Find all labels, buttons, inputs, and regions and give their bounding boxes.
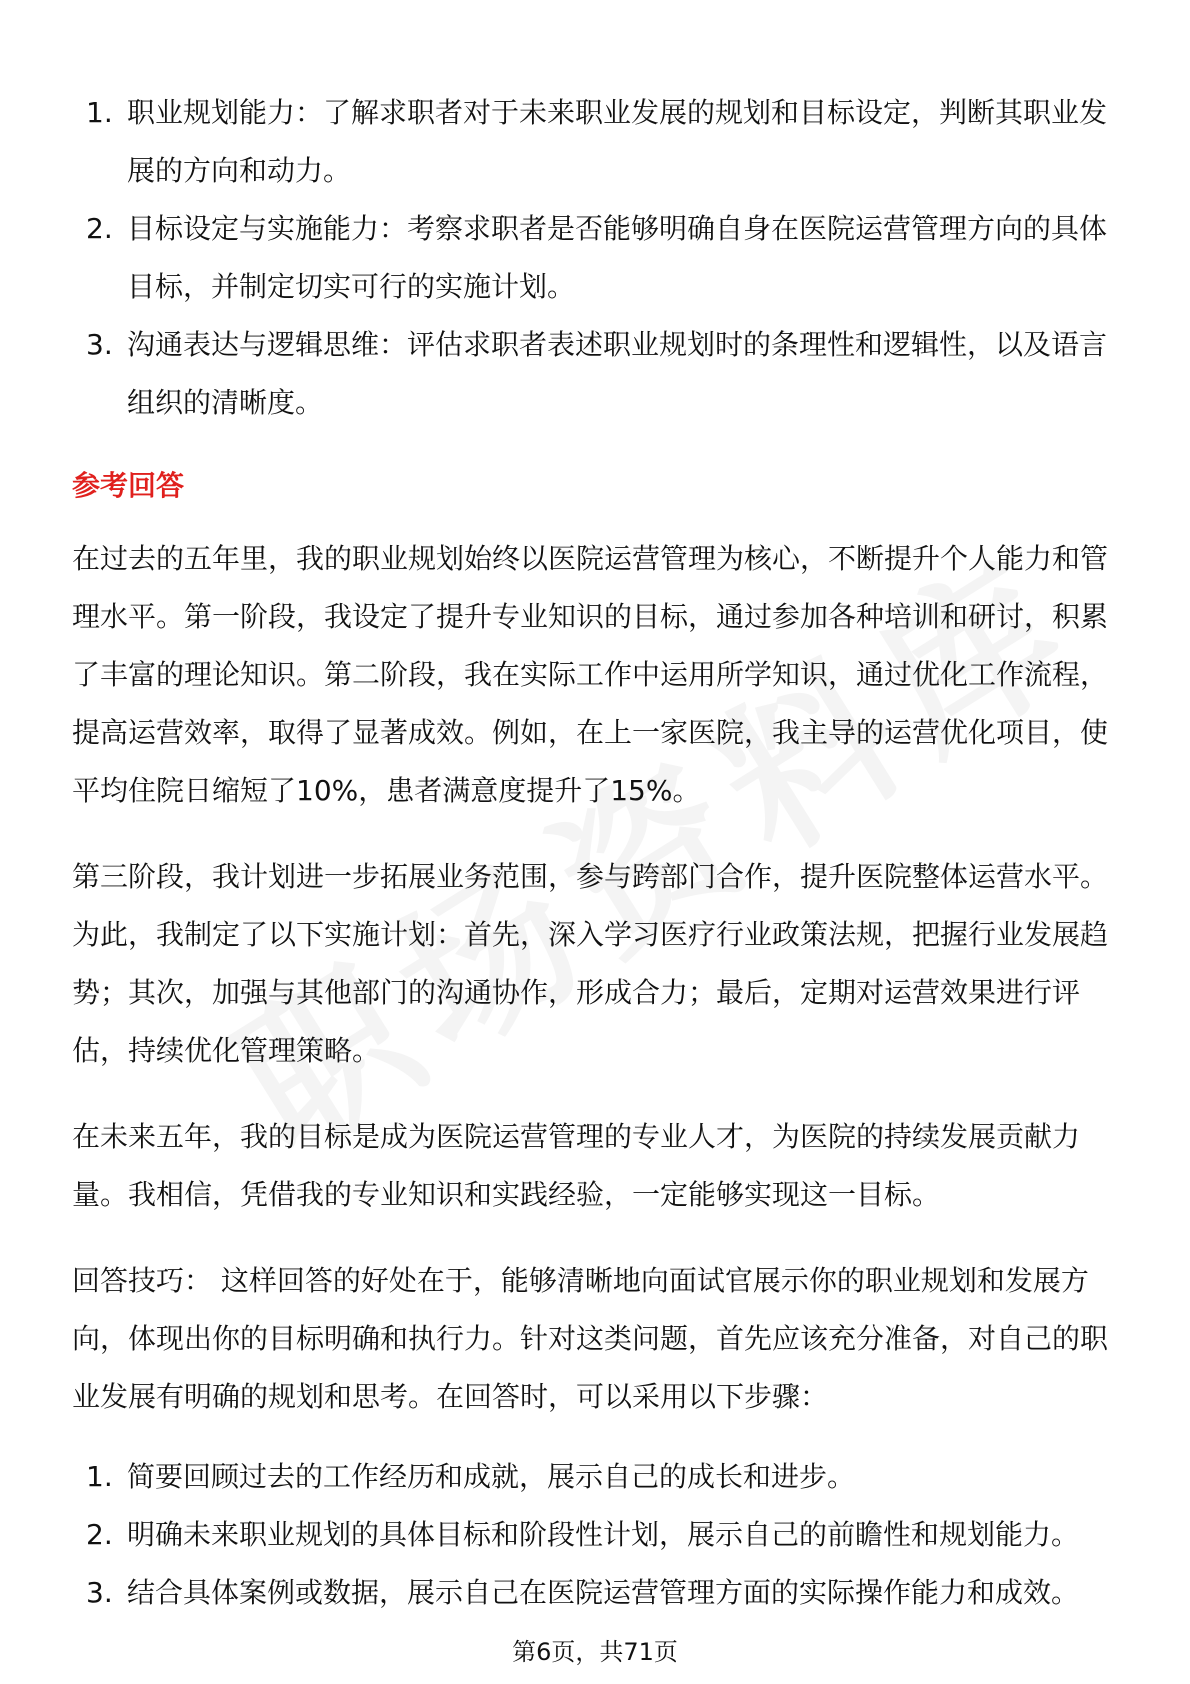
list-item — [72, 1506, 1122, 1564]
list-number: 3. — [86, 328, 113, 361]
list-number: 3. — [86, 1576, 113, 1609]
list-text: 目标设定与实施能力：考察求职者是否能够明确自身在医院运营管理方向的具体目标，并制定切实可行的实施计划。 — [127, 212, 1108, 303]
paragraph: 第三阶段，我计划进一步拓展业务范围，参与跨部门合作，提升医院整体运营水平。为此，我制定了以下实施计划：首先，深入学习医疗行业政策法规，把握行业发展趋势；其次，加强与其他部门的沟通协作，形成合力；最后，定期对运营效果进行评估，持续优化管理策略。 — [72, 860, 1109, 1067]
list-item — [72, 1448, 1122, 1506]
list-item — [72, 84, 1122, 200]
list-text: 简要回顾过去的工作经历和成就，展示自己的成长和进步。 — [127, 1460, 856, 1493]
page-content — [72, 84, 1122, 1622]
steps-list — [72, 1448, 1122, 1622]
list-text: 职业规划能力：了解求职者对于未来职业发展的规划和目标设定，判断其职业发展的方向和动力。 — [127, 96, 1108, 187]
list-item — [72, 316, 1122, 432]
list-number: 2. — [86, 212, 113, 245]
list-text: 沟通表达与逻辑思维：评估求职者表述职业规划时的条理性和逻辑性，以及语言组织的清晰度。 — [127, 328, 1108, 419]
list-number: 1. — [86, 1460, 113, 1493]
paragraph: 在未来五年，我的目标是成为医院运营管理的专业人才，为医院的持续发展贡献力量。我相信，凭借我的专业知识和实践经验，一定能够实现这一目标。 — [72, 1120, 1081, 1211]
list-text: 明确未来职业规划的具体目标和阶段性计划，展示自己的前瞻性和规划能力。 — [127, 1518, 1080, 1551]
list-text: 结合具体案例或数据，展示自己在医院运营管理方面的实际操作能力和成效。 — [127, 1576, 1080, 1609]
list-number: 1. — [86, 96, 113, 129]
list-item — [72, 1564, 1122, 1622]
page-footer — [0, 1632, 1190, 1667]
section-title: 参考回答 — [72, 469, 185, 502]
list-number: 2. — [86, 1518, 113, 1551]
answer-tips-paragraph: 回答技巧： 这样回答的好处在于，能够清晰地向面试官展示你的职业规划和发展方向，体现出你的目标明确和执行力。针对这类问题，首先应该充分准备，对自己的职业发展有明确的规划和思考。在回答时，可以采用以下步骤： — [72, 1264, 1109, 1413]
page-number-label: 第6页，共71页 — [512, 1638, 678, 1666]
paragraph: 在过去的五年里，我的职业规划始终以医院运营管理为核心，不断提升个人能力和管理水平。第一阶段，我设定了提升专业知识的目标，通过参加各种培训和研讨，积累了丰富的理论知识。第二阶段，我在实际工作中运用所学知识，通过优化工作流程，提高运营效率，取得了显著成效。例如，在上一家医院，我主导的运营优化项目，使平均住院日缩短了10%，患者满意度提升了15%。 — [72, 542, 1109, 807]
list-item — [72, 200, 1122, 316]
criteria-list — [72, 84, 1122, 432]
